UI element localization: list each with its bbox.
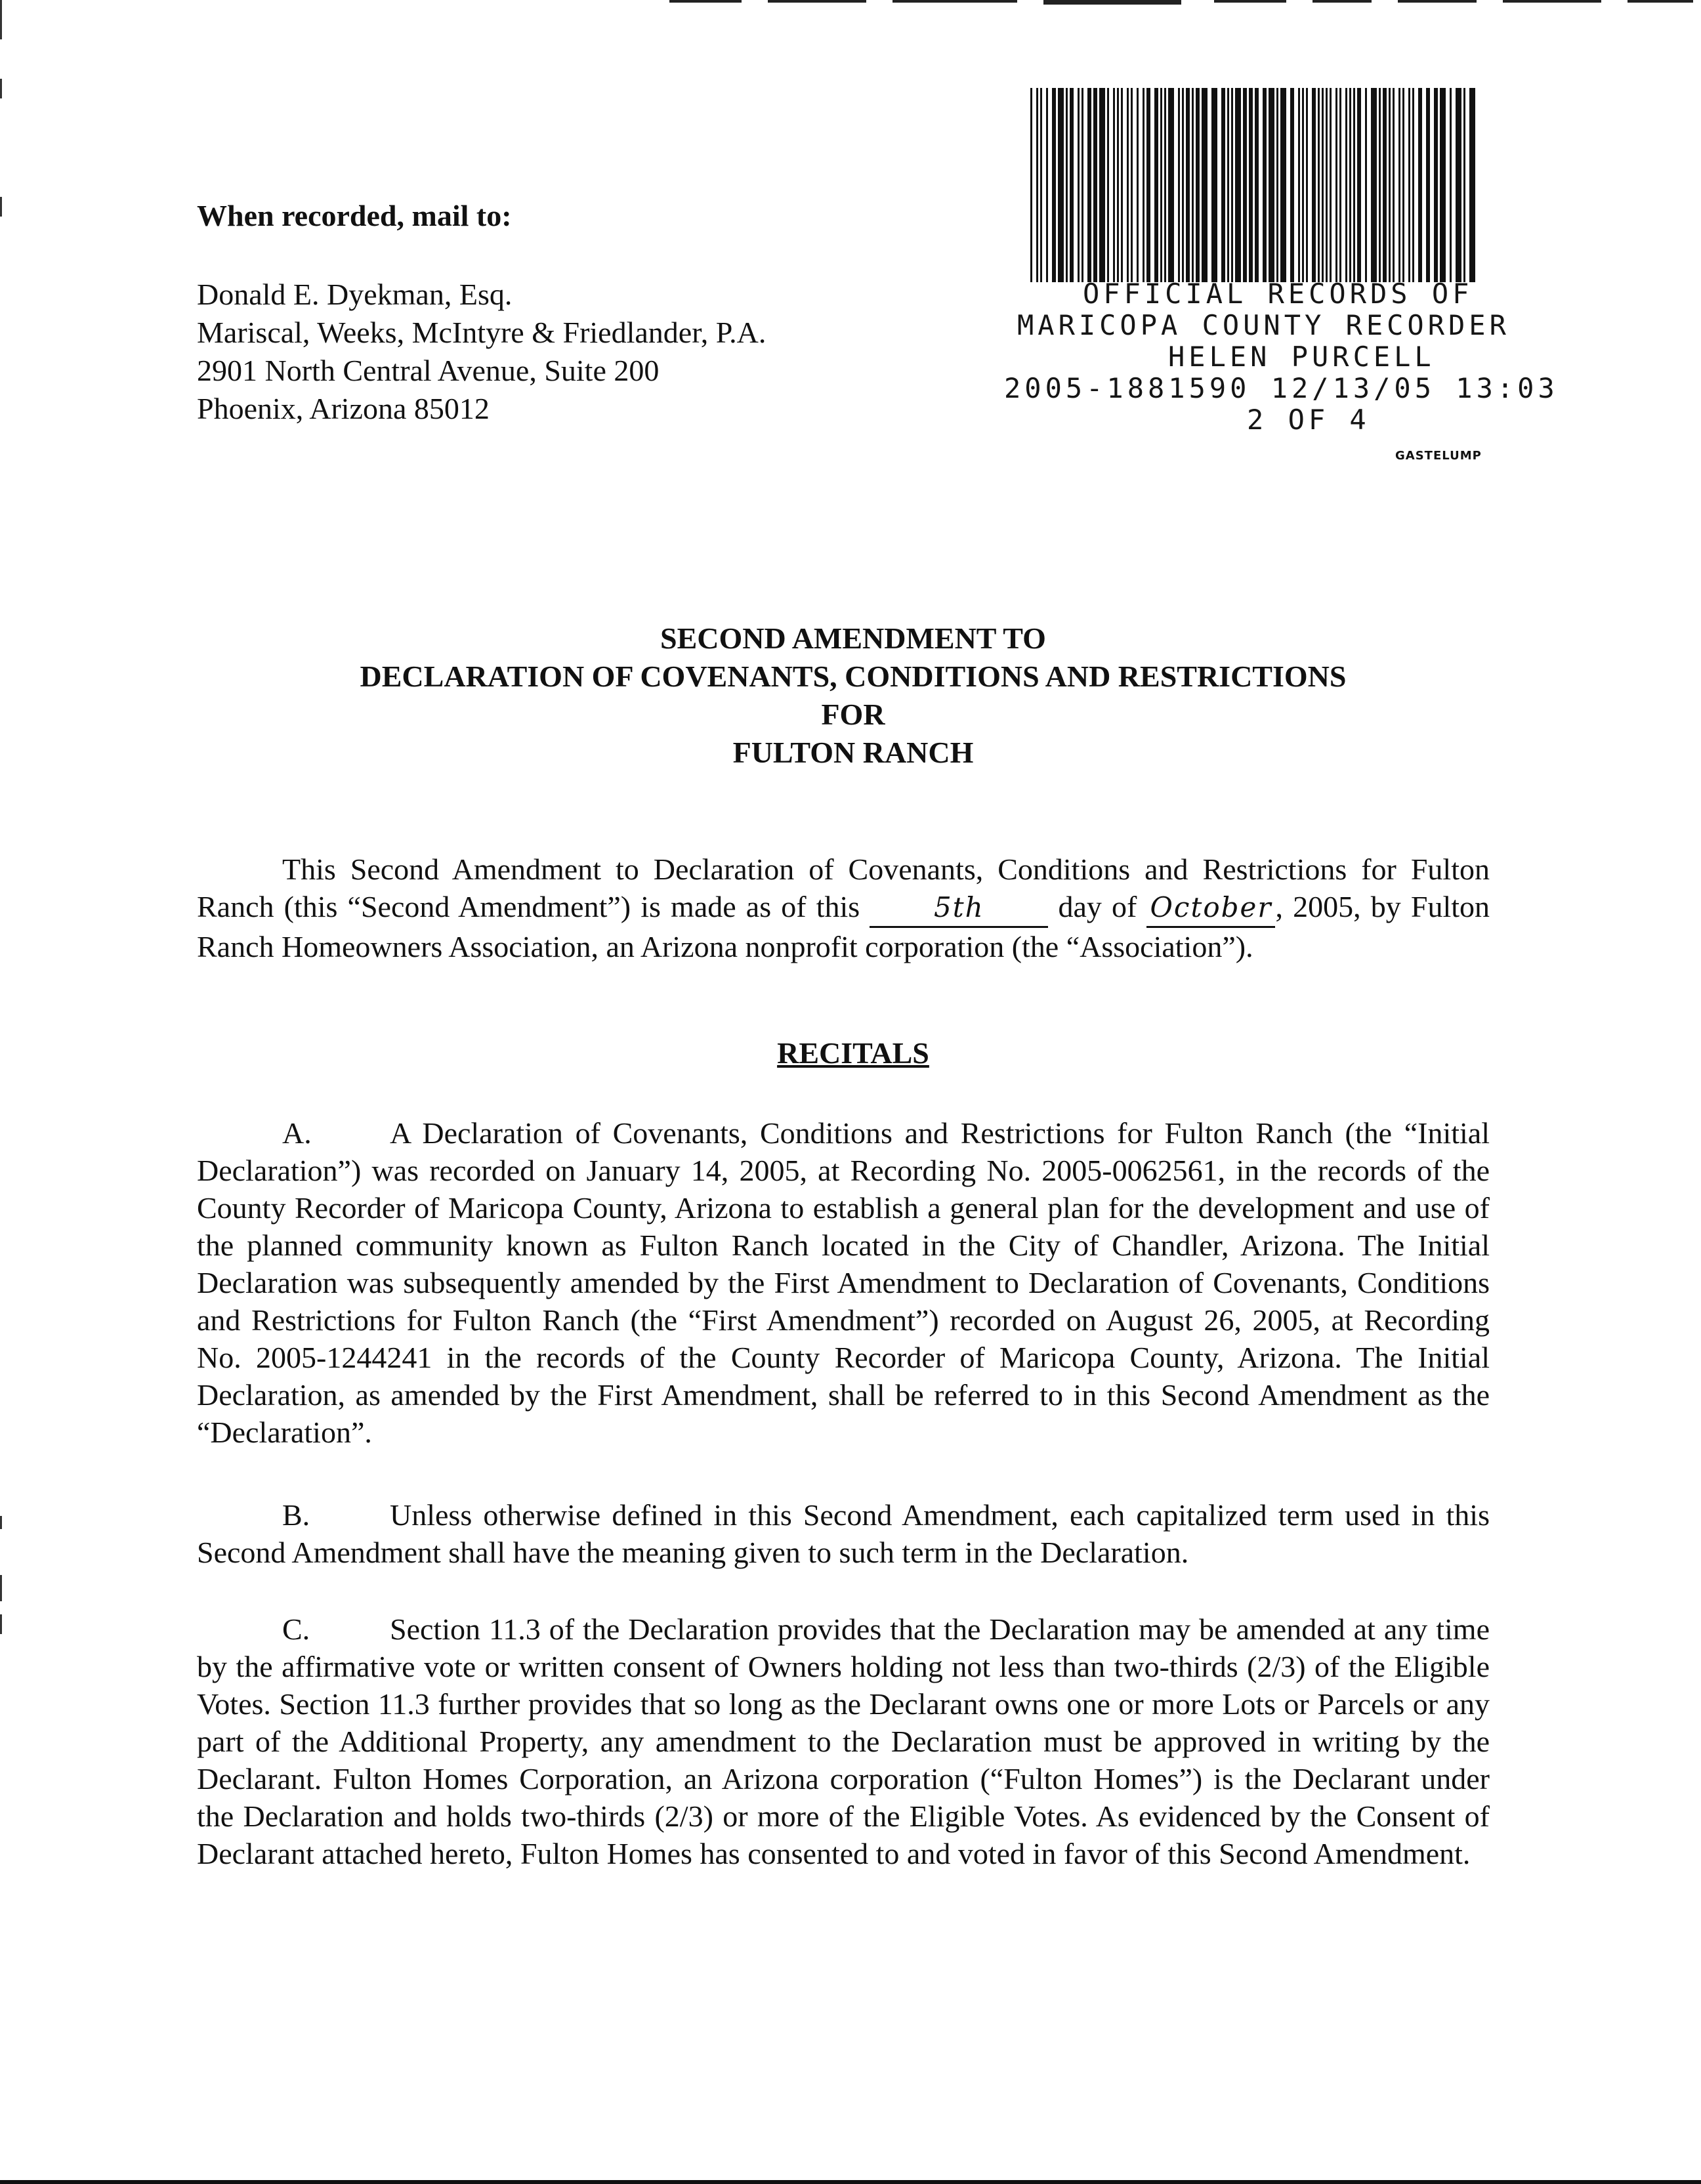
mail-to-heading: When recorded, mail to: [197, 199, 512, 232]
intro-text: day of [1058, 890, 1137, 923]
recital-label: A. [282, 1116, 312, 1150]
address-line: Donald E. Dyekman, Esq. [197, 278, 513, 311]
mail-to-block [197, 197, 766, 428]
title-line: FOR [821, 698, 885, 731]
intro-text: , 2005, by Fulton Ranch Homeowners Association, an Arizona nonprofit corporation (the “Association”). [197, 890, 1490, 963]
intro-paragraph [197, 850, 1490, 965]
stamp-line: 2005-1881590 12/13/05 13:03 [1004, 372, 1559, 404]
stamp-line: 2 OF 4 [1247, 404, 1370, 436]
scan-bottom-edge [0, 2180, 1701, 2184]
stamp-line: HELEN PURCELL [1168, 341, 1435, 373]
recital-c [197, 1610, 1490, 1872]
barcode [1030, 88, 1477, 282]
title-line: SECOND AMENDMENT TO [660, 621, 1046, 655]
document-title [197, 620, 1509, 772]
recital-text: A Declaration of Covenants, Conditions and Restrictions for Fulton Ranch (the “Initial Declaration”) was recorded on January 14, 2005, at Recording No. 2005-0062561, in the records of the County Recorder of Maricopa County, Arizona to establish a general plan for the development and use of the planned community known as Fulton Ranch located in the City of Chandler, Arizona. The Initial Declaration was subsequently amended by the First Amendment to Declaration of Covenants, Conditions and Restrictions for Fulton Ranch (the “First Amendment”) recorded on August 26, 2005, at Recording No. 2005-1244241 in the records of the County Recorder of Maricopa County, Arizona. The Initial Declaration, as amended by the First Amendment, shall be referred to in this Second Amendment as the “Declaration”. [197, 1116, 1490, 1449]
mail-to-address [197, 276, 766, 428]
address-line: Mariscal, Weeks, McIntyre & Friedlander, P.A. [197, 316, 766, 349]
recitals-heading: RECITALS [777, 1036, 929, 1070]
scan-top-edge [0, 0, 1701, 7]
recital-label: B. [282, 1498, 310, 1532]
stamp-clerk: GASTELUMP [1395, 449, 1482, 463]
address-line: Phoenix, Arizona 85012 [197, 392, 490, 425]
scan-left-edge [0, 0, 4, 2184]
stamp-line: OFFICIAL RECORDS OF [1083, 278, 1473, 310]
title-line: DECLARATION OF COVENANTS, CONDITIONS AND RESTRICTIONS [360, 660, 1347, 693]
stamp-line: MARICOPA COUNTY RECORDER [1017, 309, 1510, 341]
recital-text: Unless otherwise defined in this Second Amendment, each capitalized term used in this Second Amendment shall have the meaning given to such term in the Declaration. [197, 1498, 1490, 1569]
handwritten-month: October [1150, 891, 1272, 923]
recital-label: C. [282, 1612, 310, 1646]
title-line: FULTON RANCH [732, 736, 974, 769]
handwritten-day: 5th [933, 891, 984, 923]
intro-text: This Second Amendment to Declaration of Covenants, Conditions and Restrictions for Fulton Ranch (this “Second Amendment”) is made as of this [197, 852, 1490, 923]
address-line: 2901 North Central Avenue, Suite 200 [197, 354, 660, 387]
recital-a [197, 1114, 1490, 1451]
stamp-text [1004, 278, 1559, 436]
month-blank [1146, 888, 1275, 928]
day-blank [870, 888, 1048, 928]
recital-b [197, 1496, 1490, 1571]
recital-text: Section 11.3 of the Declaration provides that the Declaration may be amended at any time by the affirmative vote or written consent of Owners holding not less than two-thirds (2/3) of the Eligible Votes. Section 11.3 further provides that so long as the Declarant owns one or more Lots or Parcels or any part of the Additional Property, any amendment to the Declaration must be approved in writing by the Declarant. Fulton Homes Corporation, an Arizona corporation (“Fulton Homes”) is the Declarant under the Declaration and holds two-thirds (2/3) or more of the Eligible Votes. As evidenced by the Consent of Declarant attached hereto, Fulton Homes has consented to and voted in favor of this Second Amendment. [197, 1612, 1490, 1870]
